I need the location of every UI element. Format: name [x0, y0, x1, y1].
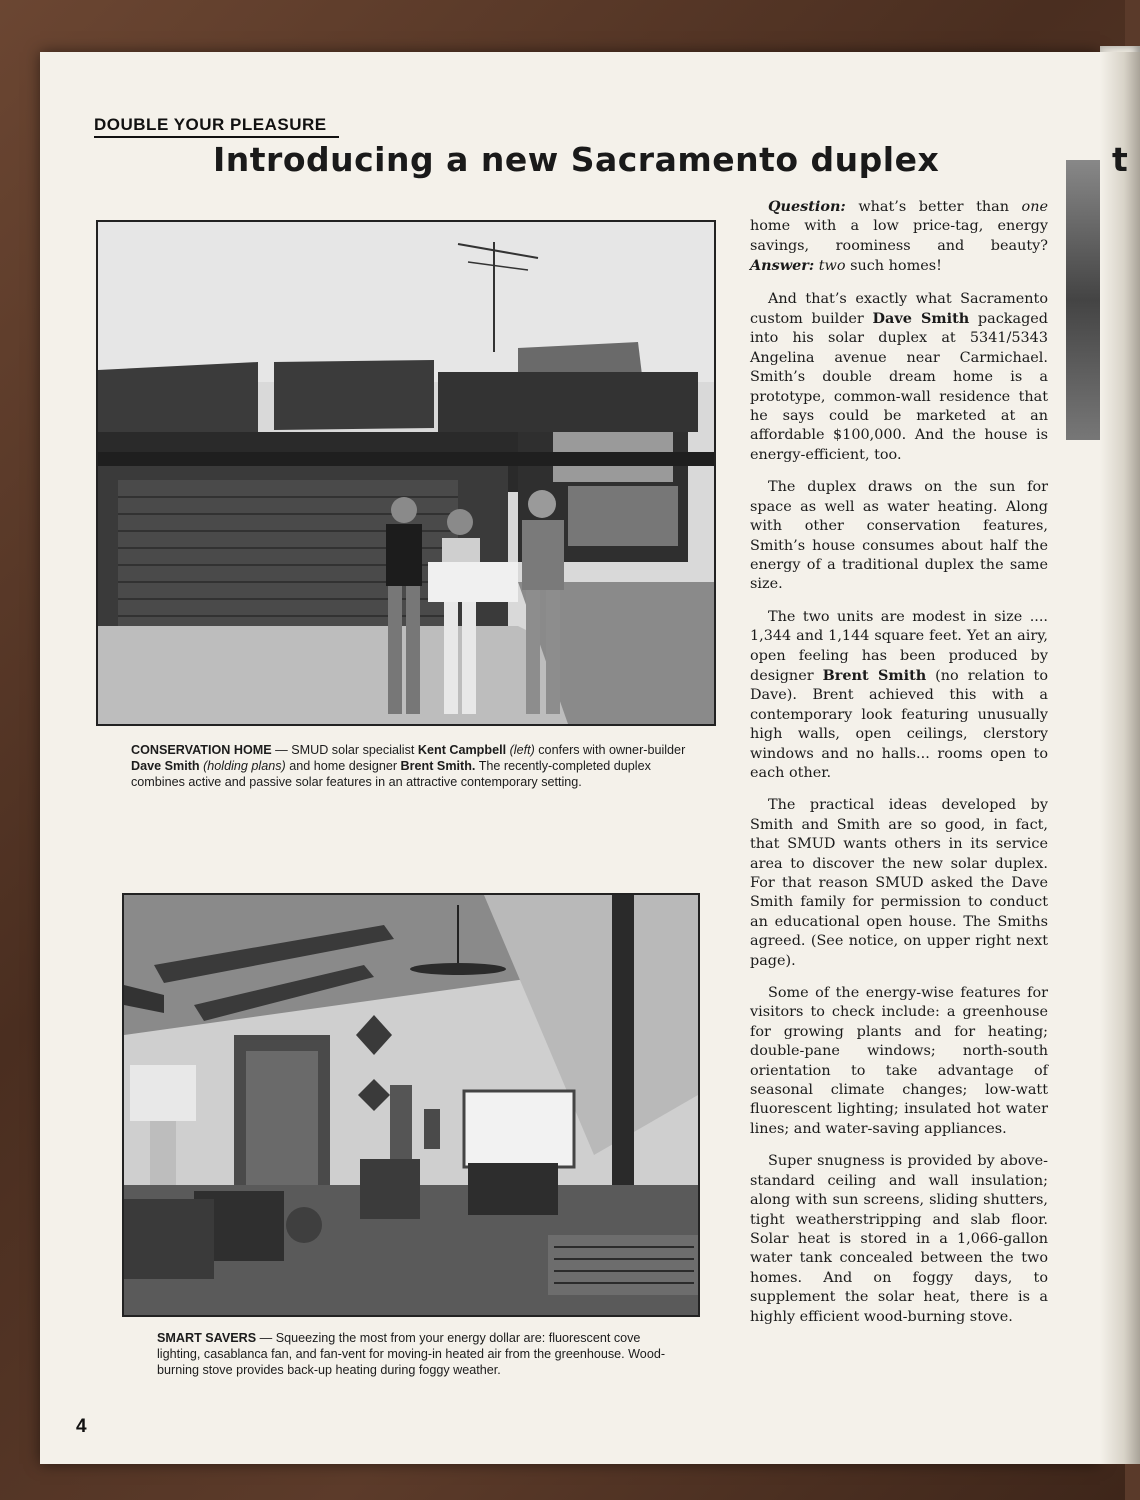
- article-paragraph: The duplex draws on the sun for space as well as water heating. Along with other conservation features, Smith’s house consumes about half the energy of a traditional duplex the same size.: [750, 479, 1048, 593]
- photo-smart-savers-interior: [122, 893, 700, 1317]
- article-paragraph: The two units are modest in size .... 1,344 and 1,144 square feet. Yet an airy, open feeling has been produced by designer Brent Smith (no relation to Dave). Brent achieved this with a contemporary look featuring unusually high walls, open ceilings, clerstory windows and no halls... rooms open to each other.: [750, 608, 1049, 781]
- article-paragraph: The practical ideas developed by Smith and Smith are so good, in fact, that SMUD wants others in its service area to discover the new solar duplex. For that reason SMUD asked the Dave Smith family for permission to conduct an educational open house. The Smiths agreed. (See notice, on upper right next page).: [750, 797, 1048, 969]
- caption-text: — SMUD solar specialist: [271, 743, 418, 757]
- article-paragraph: Some of the energy-wise features for visitors to check include: a greenhouse for growing plants and for heating; double-pane windows; north-south orientation to take advantage of seasonal climate changes; low-watt fluorescent lighting; insulated hot water lines; and water-saving appliances.: [750, 985, 1048, 1137]
- caption-name: Brent Smith.: [400, 759, 476, 773]
- article-body: [750, 197, 1048, 1340]
- headline: Introducing a new Sacramento duplex: [213, 140, 940, 179]
- article-paragraph: Super snugness is provided by above-standard ceiling and wall insulation; along with sun screens, sliding shutters, tight weatherstripping and slab floor. Solar heat is stored in a 1,066-gallon water tank concealed between the two homes. And on foggy days, to supplement the solar heat, there is a highly efficient wood-burning stove.: [750, 1153, 1048, 1325]
- caption-text: The recently-completed duplex combines active and passive solar features in an attractive contemporary setting.: [131, 759, 651, 789]
- article-paragraph: Question: what’s better than one home with a low price-tag, energy savings, roominess and beauty? Answer: two such homes!: [750, 198, 1048, 275]
- article-paragraph: And that’s exactly what Sacramento custom builder Dave Smith packaged into his solar duplex at 5341/5343 Angelina avenue near Carmichael. Smith’s double dream home is a prototype, common-wall residence that he says could be marketed at an affordable $100,000. And the house is energy-efficient, too.: [750, 290, 1049, 463]
- photo-caption-conservation-home: [131, 742, 691, 790]
- caption-lead: CONSERVATION HOME: [131, 743, 272, 757]
- next-page-photo-edge: [1066, 160, 1100, 440]
- caption-text: and home designer: [285, 759, 401, 773]
- caption-text: — Squeezing the most from your energy dollar are: fluorescent cove lighting, casablanca fan, and fan-vent for moving-in heated air from the greenhouse. Wood-burning stove provides back-up heating during foggy weather.: [157, 1331, 666, 1377]
- caption-name: Dave Smith: [131, 759, 200, 773]
- caption-note: (left): [509, 743, 535, 757]
- caption-name: Kent Campbell: [417, 743, 507, 757]
- photo-conservation-home: [96, 220, 716, 726]
- page-number: 4: [76, 1416, 87, 1437]
- page-gutter: [1100, 52, 1140, 1464]
- photo-caption-smart-savers: [157, 1330, 667, 1378]
- caption-note: (holding plans): [203, 759, 286, 773]
- magazine-page: [40, 52, 1128, 1464]
- section-kicker: DOUBLE YOUR PLEASURE: [94, 115, 339, 138]
- next-page-headline-fragment: t: [1112, 140, 1128, 179]
- caption-lead: SMART SAVERS: [157, 1331, 257, 1345]
- caption-text: confers with owner-builder: [534, 743, 686, 757]
